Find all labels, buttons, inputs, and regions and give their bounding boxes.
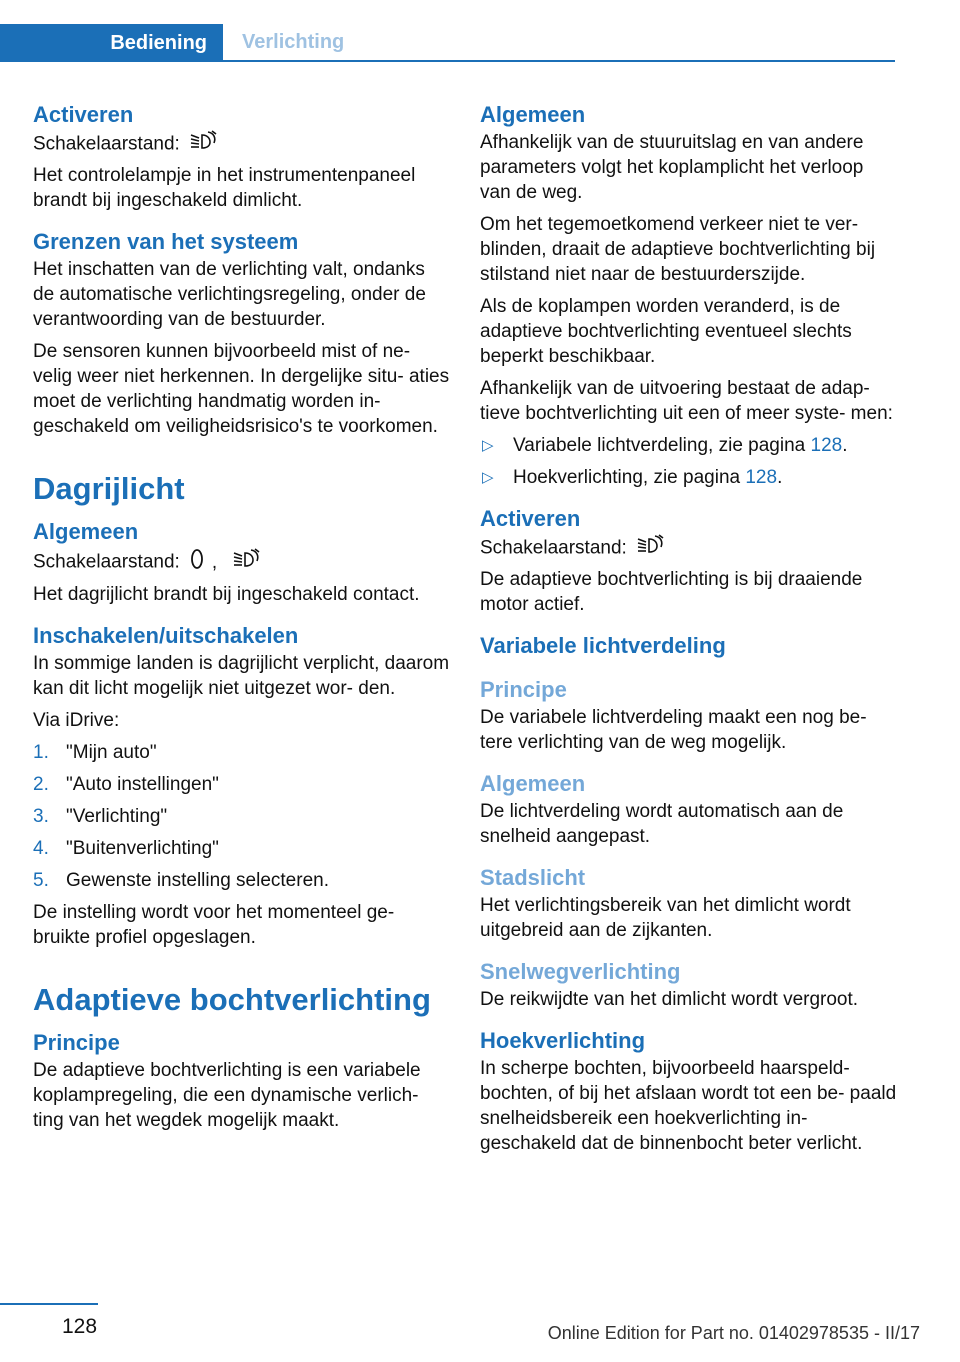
heading-adaptieve-bochtverlichting: Adaptieve bochtverlichting [33,982,431,1017]
paragraph: De sensoren kunnen bijvoorbeeld mist of ne- velig weer niet herkennen. In dergelijke situ- aties moet de verlichting handmatig worden in- geschakeld om veiligheidsrisico's te voorkomen. [33,341,450,437]
list-item: 2. "Auto instellingen" [33,774,219,795]
section-title-hoekverlichting: Hoekverlichting [480,1028,646,1053]
paragraph: Afhankelijk van de uitvoering bestaat de adap- tieve bochtverlichting uit een of meer syste- men: [480,378,893,424]
paragraph: Het verlichtingsbereik van het dimlicht wordt uitgebreid aan de zijkanten. [480,895,851,941]
paragraph: In scherpe bochten, bijvoorbeeld haarspeld- bochten, of bij het afslaan wordt tot een be- paald snelheidsbereik een hoekverlichting in- geschakeld dat de binnenbocht beter verlicht. [480,1058,897,1154]
paragraph: De adaptieve bochtverlichting is bij draaiende motor actief. [480,569,863,615]
section-title-snelwegverlichting: Snelwegverlichting [480,959,681,984]
bullet-triangle-icon: ▷ [482,469,494,486]
paragraph: Het dagrijlicht brandt bij ingeschakeld contact. [33,584,420,605]
light-off-icon [188,547,206,578]
paragraph: Afhankelijk van de stuuruitslag en van andere parameters volgt het koplamplicht het verloop van de weg. [480,132,864,203]
page-link[interactable]: 128 [810,435,843,456]
paragraph: Het controlelampje in het instrumentenpaneel brandt bij ingeschakeld dimlicht. [33,165,416,211]
header-rule [223,60,895,62]
low-beam-auto-icon [231,548,261,577]
low-beam-auto-icon [635,534,665,563]
paragraph: Om het tegemoetkomend verkeer niet te ver- blinden, draait de adaptieve bochtverlichting bij stilstand niet naar de bestuurderszijde. [480,214,876,285]
paragraph: Als de koplampen worden veranderd, is de adaptieve bochtverlichting eventueel slechts beperkt beschikbaar. [480,296,852,367]
paragraph: De adaptieve bochtverlichting is een variabele koplampregeling, die een dynamische verlich- ting van het wegdek mogelijk maakt. [33,1060,421,1131]
left-column [33,100,451,1140]
section-title-inschakelen: Inschakelen/uitschakelen [33,623,299,648]
section-title-algemeen: Algemeen [480,102,586,127]
section-title-principe: Principe [480,677,567,702]
paragraph: De reikwijdte van het dimlicht wordt vergroot. [480,989,859,1010]
low-beam-auto-icon [188,130,218,159]
switch-position-line [480,534,898,563]
paragraph: De lichtverdeling wordt automatisch aan de snelheid aangepast. [480,801,844,847]
switch-position-label: Schakelaarstand: [33,551,180,573]
list-item: 1. "Mijn auto" [33,742,157,763]
systems-list [480,433,898,490]
section-title-variabele-lichtverdeling: Variabele lichtverdeling [480,633,726,658]
list-item: 3. "Verlichting" [33,806,168,827]
page-number: 128 [62,1315,98,1338]
idrive-steps [33,740,451,893]
list-item: 5. Gewenste instelling selecteren. [33,870,329,891]
tab-verlichting[interactable]: Verlichting [242,30,345,53]
section-title-stadslicht: Stadslicht [480,865,586,890]
section-title-activeren: Activeren [480,506,581,531]
paragraph: De variabele lichtverdeling maakt een nog be- tere verlichting van de weg mogelijk. [480,707,867,753]
paragraph: Het inschatten van de verlichting valt, ondanks de automatische verlichtingsregeling, onder de verantwoording van de bestuurder. [33,259,426,330]
list-item: ▷ Hoekverlichting, zie pagina 128. [482,467,783,488]
section-title-algemeen: Algemeen [480,771,586,796]
list-item: 4. "Buitenverlichting" [33,838,219,859]
paragraph: Via iDrive: [33,710,120,731]
switch-position-label: Schakelaarstand: [33,133,180,155]
right-column [480,100,898,1163]
tab-bediening[interactable]: Bediening [0,24,223,62]
header-tabs [0,24,895,62]
section-title-principe: Principe [33,1030,120,1055]
switch-position-label: Schakelaarstand: [480,537,627,559]
footer-rule [0,1303,98,1305]
paragraph: In sommige landen is dagrijlicht verplicht, daarom kan dit licht mogelijk niet uitgezet wor- den. [33,653,450,699]
section-title-activeren: Activeren [33,102,134,127]
list-item: ▷ Variabele lichtverdeling, zie pagina 128. [482,435,848,456]
page-link[interactable]: 128 [745,467,778,488]
section-title-grenzen: Grenzen van het systeem [33,229,299,254]
switch-position-line [33,130,451,159]
edition-footer: Online Edition for Part no. 01402978535 - II/17 [547,1323,920,1343]
section-title-algemeen: Algemeen [33,519,139,544]
paragraph: De instelling wordt voor het momenteel ge- bruikte profiel opgeslagen. [33,902,395,948]
switch-position-line: Schakelaarstand: , [33,547,451,578]
bullet-triangle-icon: ▷ [482,437,494,454]
heading-dagrijlicht: Dagrijlicht [33,471,185,506]
